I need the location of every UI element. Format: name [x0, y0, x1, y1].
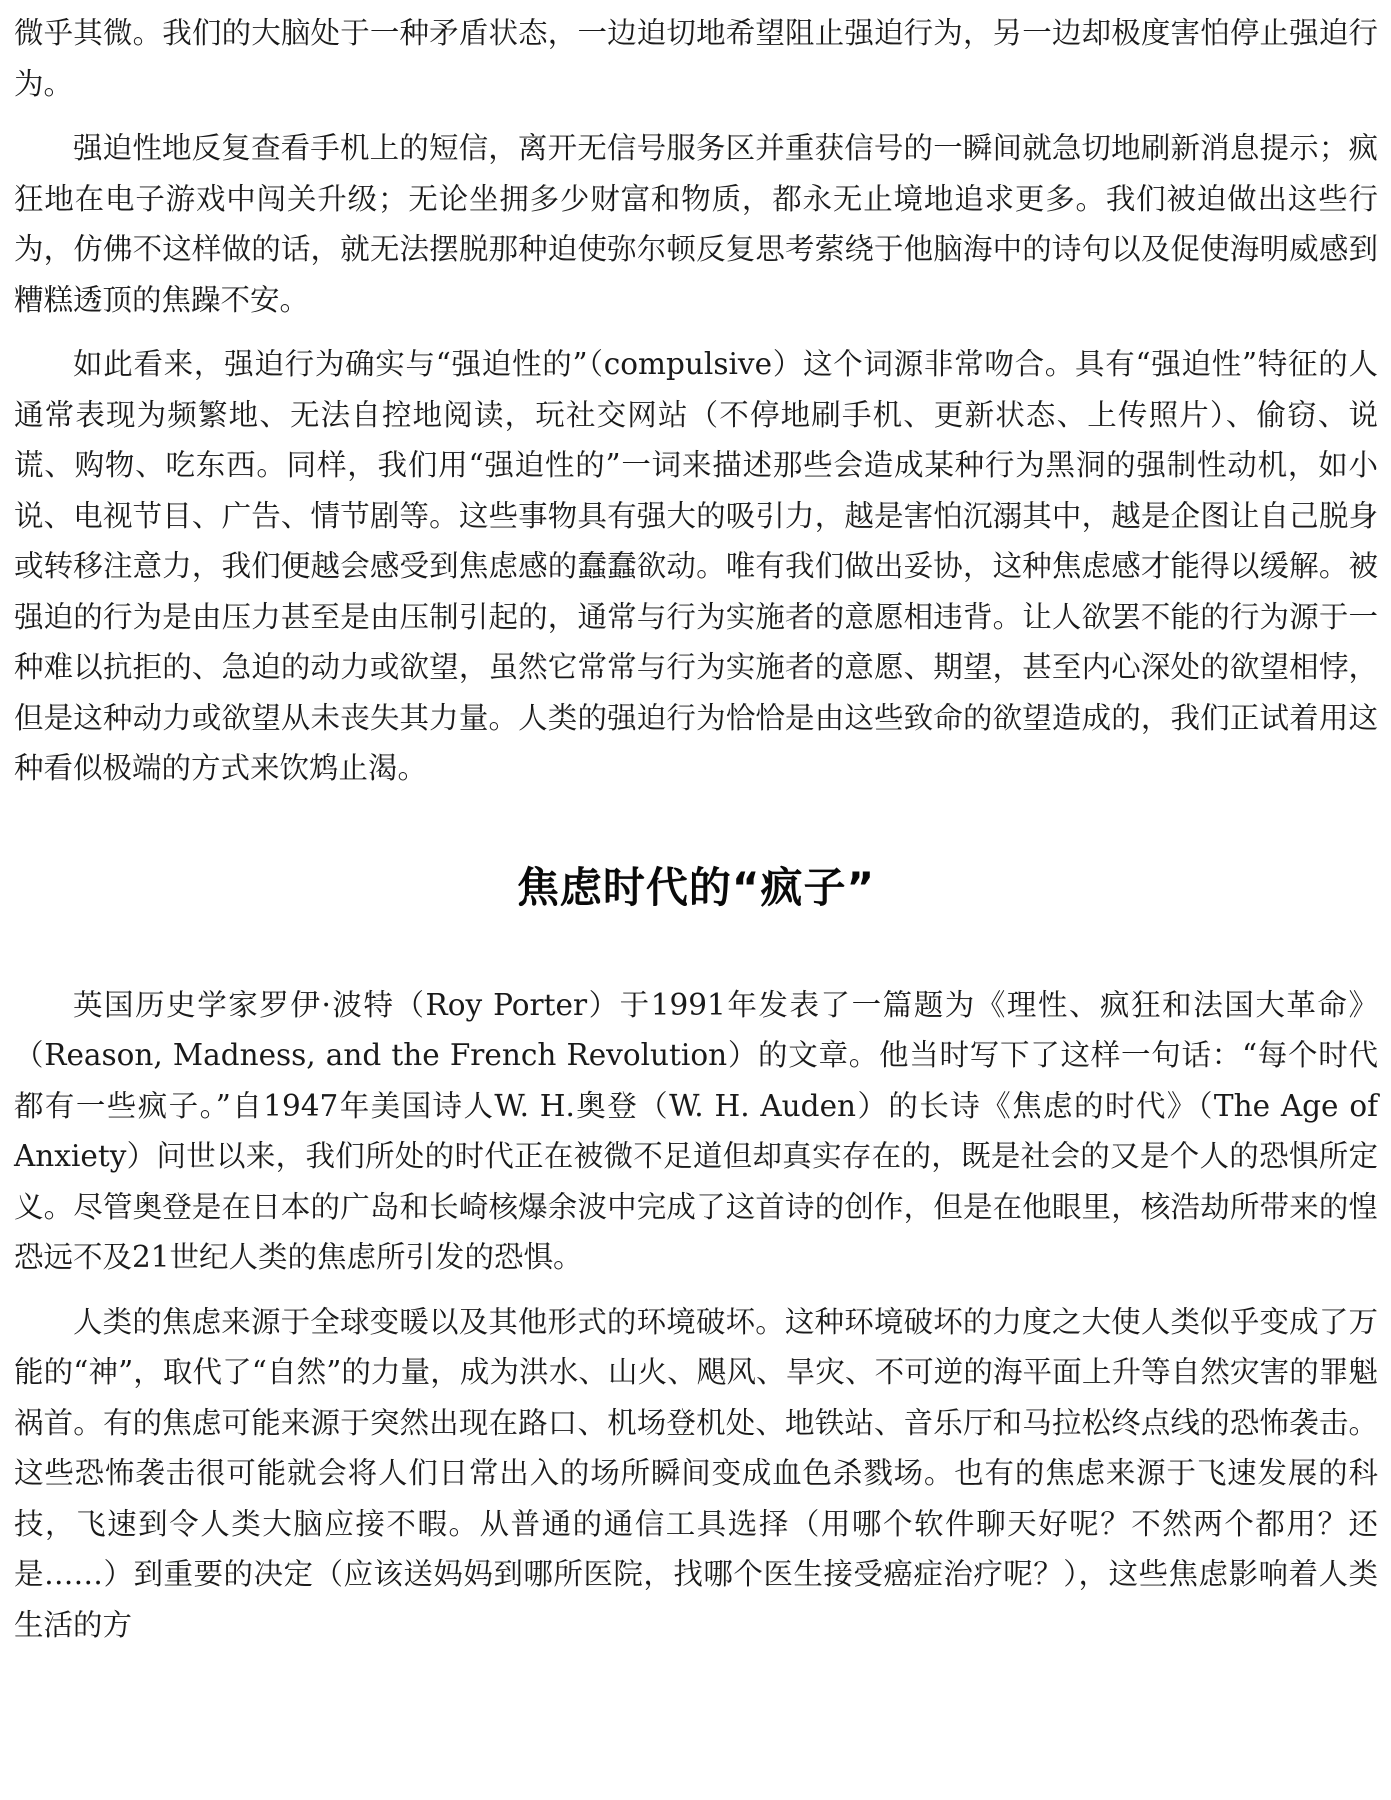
- document-page: [14, 8, 1378, 1664]
- body-paragraph-1: 微乎其微。我们的大脑处于一种矛盾状态，一边迫切地希望阻止强迫行为，另一边却极度害怕停止强迫行为。: [14, 16, 1378, 101]
- body-paragraph-3: 如此看来，强迫行为确实与“强迫性的”（compulsive）这个词源非常吻合。具有“强迫性”特征的人通常表现为频繁地、无法自控地阅读，玩社交网站（不停地刷手机、更新状态、上传照片）、偷窃、说谎、购物、吃东西。同样，我们用“强迫性的”一词来描述那些会造成某种行为黑洞的强制性动机，如小说、电视节目、广告、情节剧等。这些事物具有强大的吸引力，越是害怕沉溺其中，越是企图让自己脱身或转移注意力，我们便越会感受到焦虑感的蠢蠢欲动。唯有我们做出妥协，这种焦虑感才能得以缓解。被强迫的行为是由压力甚至是由压制引起的，通常与行为实施者的意愿相违背。让人欲罢不能的行为源于一种难以抗拒的、急迫的动力或欲望，虽然它常常与行为实施者的意愿、期望，甚至内心深处的欲望相悖，但是这种动力或欲望从未丧失其力量。人类的强迫行为恰恰是由这些致命的欲望造成的，我们正试着用这种看似极端的方式来饮鸩止渴。: [14, 347, 1378, 785]
- body-paragraph-2: 强迫性地反复查看手机上的短信，离开无信号服务区并重获信号的一瞬间就急切地刷新消息提示；疯狂地在电子游戏中闯关升级；无论坐拥多少财富和物质，都永无止境地追求更多。我们被迫做出这些行为，仿佛不这样做的话，就无法摆脱那种迫使弥尔顿反复思考萦绕于他脑海中的诗句以及促使海明威感到糟糕透顶的焦躁不安。: [14, 131, 1378, 317]
- section-heading: 焦虑时代的“疯子”: [516, 862, 876, 912]
- body-paragraph-5: 人类的焦虑来源于全球变暖以及其他形式的环境破坏。这种环境破坏的力度之大使人类似乎变成了万能的“神”，取代了“自然”的力量，成为洪水、山火、飓风、旱灾、不可逆的海平面上升等自然灾害的罪魁祸首。有的焦虑可能来源于突然出现在路口、机场登机处、地铁站、音乐厅和马拉松终点线的恐怖袭击。这些恐怖袭击很可能就会将人们日常出入的场所瞬间变成血色杀戮场。也有的焦虑来源于飞速发展的科技，飞速到令人类大脑应接不暇。从普通的通信工具选择（用哪个软件聊天好呢？不然两个都用？还是……）到重要的决定（应该送妈妈到哪所医院，找哪个医生接受癌症治疗呢？），这些焦虑影响着人类生活的方: [14, 1304, 1378, 1642]
- body-paragraph-4: 英国历史学家罗伊·波特（Roy Porter）于1991年发表了一篇题为《理性、疯狂和法国大革命》（Reason, Madness, and the French Revolution）的文章。他当时写下了这样一句话：“每个时代都有一些疯子。”自1947年美国诗人W. H.奥登（W. H. Auden）的长诗《焦虑的时代》（The Age of Anxiety）问世以来，我们所处的时代正在被微不足道但却真实存在的，既是社会的又是个人的恐惧所定义。尽管奥登是在日本的广岛和长崎核爆余波中完成了这首诗的创作，但是在他眼里，核浩劫所带来的惶恐远不及21世纪人类的焦虑所引发的恐惧。: [14, 987, 1378, 1274]
